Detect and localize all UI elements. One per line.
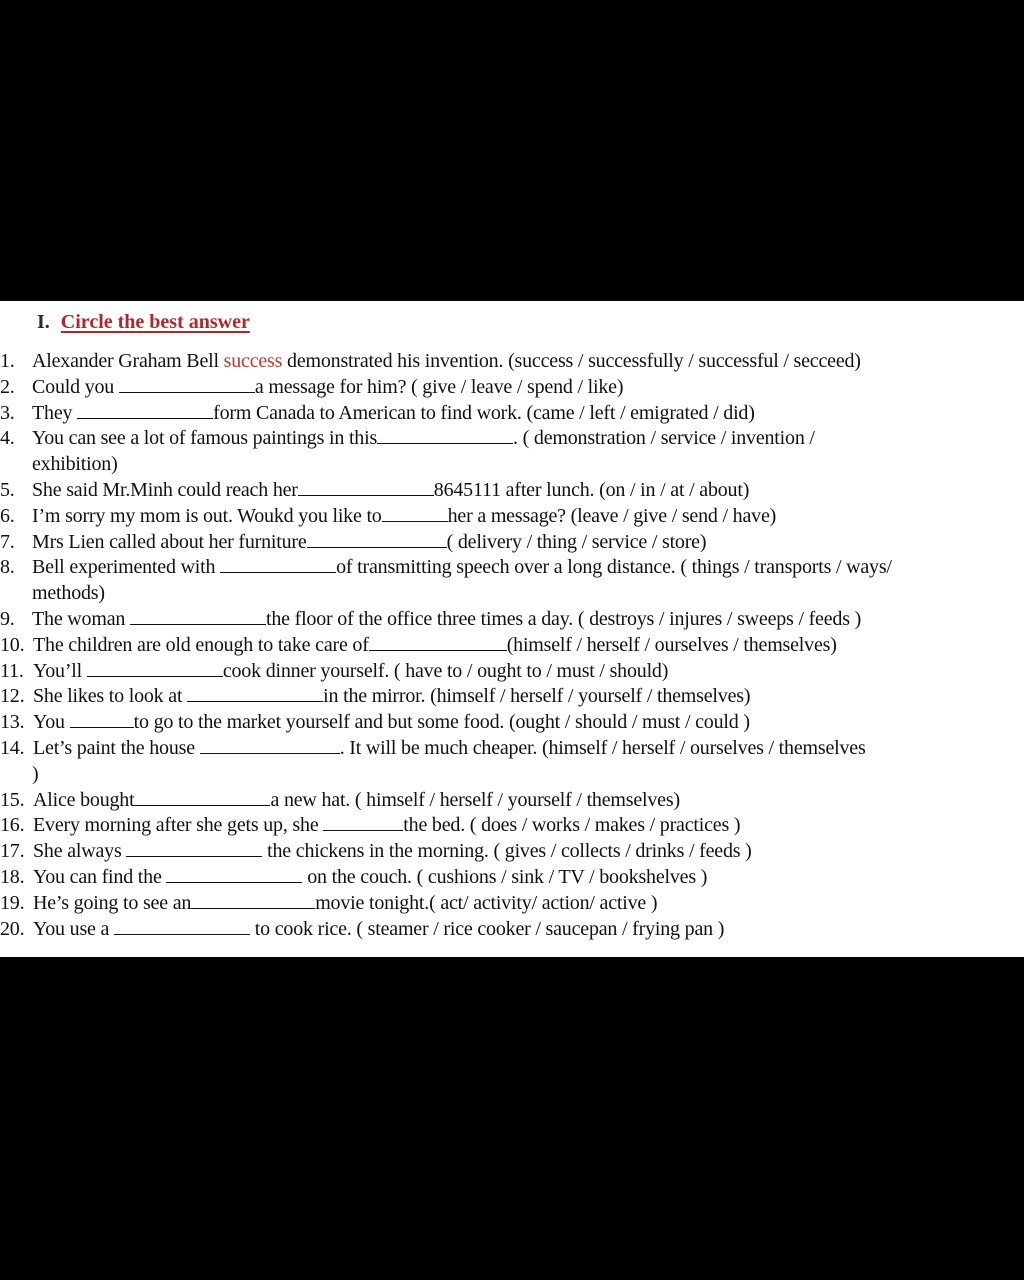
question-list: [0, 349, 1024, 942]
question-text-before: You: [33, 711, 70, 734]
question-text-after: ( delivery / thing / service / store): [446, 530, 707, 553]
question-text-before: He’s going to see an: [33, 891, 192, 914]
question-10: [0, 633, 1024, 659]
question-continuation: exhibition): [32, 453, 118, 476]
section-number: I.: [37, 311, 50, 333]
question-text-before: The children are old enough to take care of: [33, 633, 369, 656]
question-number: 7.: [0, 530, 15, 553]
question-continuation: methods): [32, 582, 105, 605]
question-number: 8.: [0, 556, 15, 579]
section-heading: [37, 311, 250, 334]
answer-blank[interactable]: [191, 891, 315, 909]
question-18: [0, 865, 1024, 891]
question-text-before: You can see a lot of famous paintings in this: [32, 427, 378, 450]
question-number: 6.: [0, 504, 15, 527]
question-16: [0, 813, 1024, 839]
question-number: 15.: [0, 788, 25, 811]
question-text-after: a message for him? ( give / leave / spend / like): [254, 375, 624, 398]
question-17: [0, 839, 1024, 865]
question-number: 17.: [0, 840, 25, 863]
question-text-after: her a message? (leave / give / send / have): [447, 504, 777, 527]
answer-blank[interactable]: [114, 917, 250, 935]
question-number: 18.: [0, 865, 25, 888]
question-2: [0, 375, 1024, 401]
question-text-before: The woman: [32, 607, 130, 630]
question-text-after: a new hat. ( himself / herself / yourself / themselves): [270, 788, 680, 811]
question-number: 5.: [0, 478, 15, 501]
question-text-after: form Canada to American to find work. (came / left / emigrated / did): [213, 401, 755, 424]
question-text-before: Alexander Graham Bell: [32, 350, 224, 372]
question-text-after: to go to the market yourself and but some food. (ought / should / must / could ): [133, 711, 750, 734]
question-number: 9.: [0, 607, 15, 630]
question-text-after: . It will be much cheaper. (himself / herself / ourselves / themselves: [339, 736, 866, 759]
question-15: [0, 788, 1024, 814]
question-text-after: in the mirror. (himself / herself / yourself / themselves): [323, 685, 751, 708]
question-text-after: on the couch. ( cushions / sink / TV / bookshelves ): [302, 865, 708, 888]
question-text-after: 8645111 after lunch. (on / in / at / about): [433, 478, 750, 501]
answer-blank[interactable]: [382, 504, 448, 522]
question-number: 10.: [0, 633, 25, 656]
question-text-before: You can find the: [33, 865, 167, 888]
question-8: [0, 555, 1024, 607]
answer-blank[interactable]: [307, 530, 447, 548]
question-number: 11.: [0, 659, 24, 682]
question-text-after: the floor of the office three times a day. ( destroys / injures / sweeps / feeds ): [265, 607, 862, 630]
answer-blank[interactable]: [220, 555, 336, 573]
section-title: Circle the best answer: [60, 311, 250, 333]
question-text-before: Alice bought: [33, 788, 135, 811]
answer-blank[interactable]: [77, 401, 213, 419]
question-text-after: cook dinner yourself. ( have to / ought to / must / should): [222, 659, 669, 682]
question-text-after: of transmitting speech over a long distance. ( things / transports / ways/: [336, 556, 892, 579]
question-number: 16.: [0, 814, 25, 837]
question-text-after: the chickens in the morning. ( gives / collects / drinks / feeds ): [262, 840, 752, 863]
question-text-before: You’ll: [33, 659, 87, 682]
question-number: 14.: [0, 736, 25, 759]
answer-blank[interactable]: [200, 736, 340, 754]
question-text-before: Bell experimented with: [32, 556, 221, 579]
answer-blank[interactable]: [134, 788, 270, 806]
question-14: [0, 736, 1024, 788]
question-number: 20.: [0, 917, 25, 940]
question-number: 4.: [0, 427, 15, 450]
question-text-before: They: [32, 401, 78, 424]
question-19: [0, 891, 1024, 917]
question-text-after: . ( demonstration / service / invention /: [513, 427, 815, 450]
question-number: 12.: [0, 685, 25, 708]
question-continuation: ): [32, 762, 39, 785]
answer-blank[interactable]: [298, 478, 434, 496]
question-text-before: You use a: [33, 917, 114, 940]
question-text-after: movie tonight.( act/ activity/ action/ active ): [315, 891, 658, 914]
answer-blank[interactable]: [369, 633, 507, 651]
question-text-before: Let’s paint the house: [33, 736, 200, 759]
question-1: [0, 349, 1024, 375]
answer-blank[interactable]: [119, 375, 255, 393]
handwritten-answer: success: [223, 350, 283, 372]
question-text-before: She said Mr.Minh could reach her: [32, 478, 298, 501]
question-text-before: I’m sorry my mom is out. Woukd you like to: [32, 504, 382, 527]
question-9: [0, 607, 1024, 633]
worksheet-page: [0, 301, 1024, 957]
question-number: 13.: [0, 711, 25, 734]
question-text-before: Mrs Lien called about her furniture: [32, 530, 307, 553]
answer-blank[interactable]: [130, 607, 266, 625]
question-number: 19.: [0, 891, 25, 914]
question-20: [0, 917, 1024, 943]
answer-blank[interactable]: [70, 710, 134, 728]
question-11: [0, 659, 1024, 685]
answer-blank[interactable]: [166, 865, 302, 883]
question-6: [0, 504, 1024, 530]
question-13: [0, 710, 1024, 736]
answer-blank[interactable]: [126, 839, 262, 857]
answer-blank[interactable]: [87, 659, 223, 677]
question-text-after: (himself / herself / ourselves / themselves): [506, 633, 837, 656]
question-7: [0, 530, 1024, 556]
question-3: [0, 401, 1024, 427]
question-text-after: to cook rice. ( steamer / rice cooker / saucepan / frying pan ): [249, 917, 725, 940]
question-text-before: She likes to look at: [33, 685, 188, 708]
question-12: [0, 684, 1024, 710]
question-text-before: Could you: [32, 375, 119, 398]
question-text-after: the bed. ( does / works / makes / practices ): [403, 814, 741, 837]
answer-blank[interactable]: [377, 426, 513, 444]
question-4: [0, 426, 1024, 478]
question-number: 3.: [0, 401, 15, 424]
answer-blank[interactable]: [187, 684, 323, 702]
question-text-after: demonstrated his invention. (success / successfully / successful / secceed): [282, 350, 861, 372]
question-text-before: Every morning after she gets up, she: [33, 814, 324, 837]
answer-blank[interactable]: [323, 813, 403, 831]
question-5: [0, 478, 1024, 504]
question-number: 2.: [0, 375, 15, 398]
question-number: 1.: [0, 350, 15, 372]
question-text-before: She always: [33, 840, 127, 863]
